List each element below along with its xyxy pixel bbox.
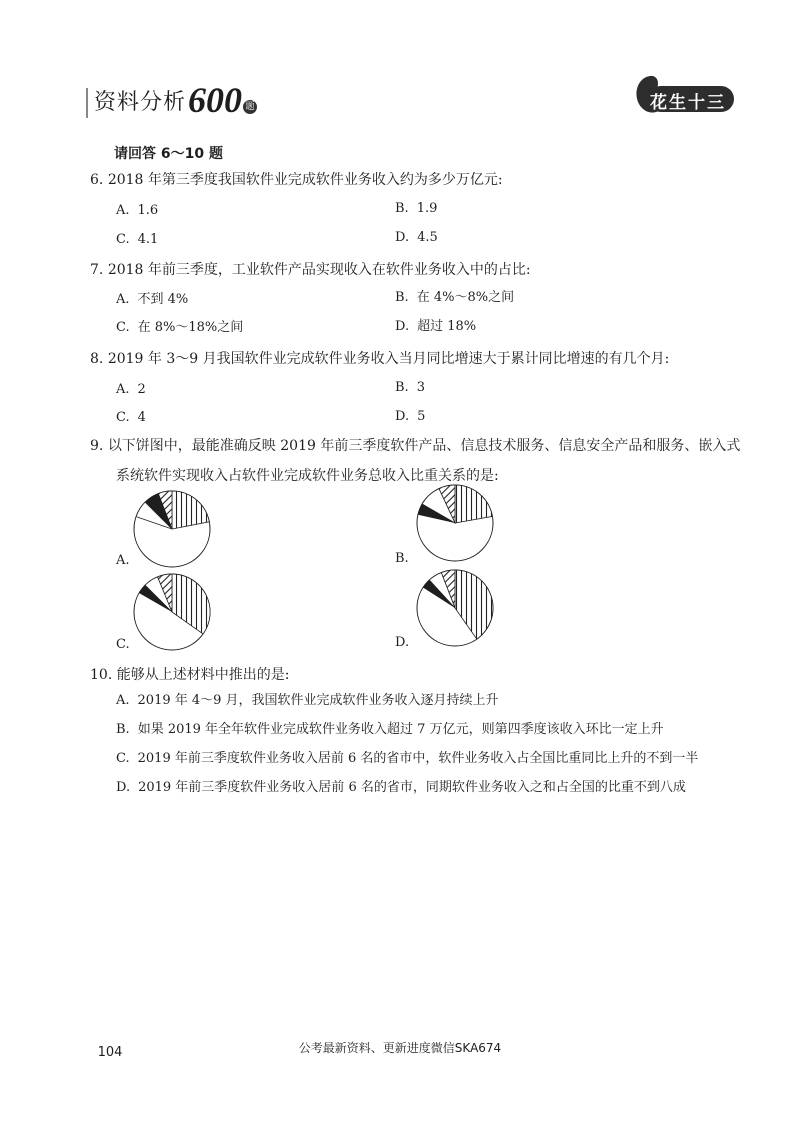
q10-option-d[interactable] (116, 779, 686, 797)
question-10 (90, 665, 289, 685)
option-letter: B. (395, 290, 409, 305)
pie-chart-c[interactable] (134, 574, 210, 650)
q9-option-a-label[interactable]: A. (116, 553, 130, 568)
question-text: 能够从上述材料中推出的是: (116, 667, 290, 683)
option-text: 在 8%～18%之间 (137, 320, 244, 335)
option-text: 2019 年前三季度软件业务收入居前 6 名的省市，同期软件业务收入之和占全国的比重不到八成 (138, 780, 686, 795)
question-text: 2018 年第三季度我国软件业完成软件业务收入约为多少万亿元: (107, 172, 503, 188)
pie-chart-a[interactable] (134, 491, 210, 567)
q10-option-c[interactable] (116, 750, 698, 768)
option-letter: A. (116, 382, 130, 397)
question-text: 2018 年前三季度，工业软件产品实现收入在软件业务收入中的占比: (107, 262, 531, 278)
option-letter: B. (116, 722, 130, 737)
question-number: 6. (90, 172, 104, 188)
book-suffix-badge: 题 (243, 100, 257, 114)
option-letter: C. (116, 410, 130, 425)
option-letter: D. (395, 409, 410, 424)
option-letter: C. (116, 320, 130, 335)
option-letter: B. (395, 380, 409, 395)
q9-option-d-label[interactable]: D. (395, 635, 410, 650)
option-letter: D. (395, 319, 410, 334)
pie-chart-b[interactable] (417, 485, 493, 561)
question-number: 8. (90, 351, 104, 367)
option-text: 在 4%～8%之间 (416, 290, 515, 305)
option-letter: D. (395, 230, 410, 245)
option-text: 超过 18% (417, 319, 477, 334)
question-9-line2: 系统软件实现收入占软件业完成软件业务总收入比重关系的是: (116, 468, 499, 484)
option-text: 4 (137, 410, 146, 425)
q10-option-a[interactable] (116, 692, 499, 710)
option-letter: C. (116, 232, 130, 247)
option-text: 5 (417, 409, 426, 424)
option-letter: A. (116, 292, 130, 307)
book-title: 资料分析 (94, 90, 187, 115)
question-text: 以下饼图中，最能准确反映 2019 年前三季度软件产品、信息技术服务、信息安全产品和服务、嵌入式 (107, 438, 741, 454)
option-text: 2019 年 4～9 月，我国软件业完成软件业务收入逐月持续上升 (137, 693, 499, 708)
q9-option-c-label[interactable]: C. (116, 637, 130, 652)
q9-option-b-label[interactable]: B. (395, 551, 409, 566)
option-letter: B. (395, 201, 409, 216)
brand-text: 花生十三 (650, 93, 726, 113)
question-number: 7. (90, 262, 104, 278)
q10-option-b[interactable] (116, 721, 664, 739)
option-text: 4.1 (137, 232, 159, 247)
page-number: 104 (97, 1045, 123, 1060)
option-letter: C. (116, 751, 130, 766)
footer-note: 公考最新资料、更新进度微信SKA674 (298, 1041, 502, 1055)
option-text: 3 (416, 380, 425, 395)
question-number: 10. (90, 667, 113, 683)
option-text: 如果 2019 年全年软件业完成软件业务收入超过 7 万亿元，则第四季度该收入环比一定上升 (137, 722, 664, 737)
option-text: 4.5 (417, 230, 438, 245)
section-prompt: 请回答 6～10 题 (114, 146, 223, 162)
option-letter: A. (116, 693, 130, 708)
book-number: 600 (188, 80, 243, 120)
option-text: 不到 4% (137, 292, 189, 307)
option-text: 2 (137, 382, 146, 397)
question-text: 2019 年 3～9 月我国软件业完成软件业务收入当月同比增速大于累计同比增速的有几个月: (107, 351, 670, 367)
question-number: 9. (90, 438, 104, 454)
pie-chart-d[interactable] (417, 570, 493, 646)
option-letter: D. (116, 780, 131, 795)
option-text: 1.9 (416, 201, 438, 216)
option-text: 1.6 (137, 203, 159, 218)
option-letter: A. (116, 203, 130, 218)
option-text: 2019 年前三季度软件业务收入居前 6 名的省市中，软件业务收入占全国比重同比上升的不到一半 (137, 751, 699, 766)
